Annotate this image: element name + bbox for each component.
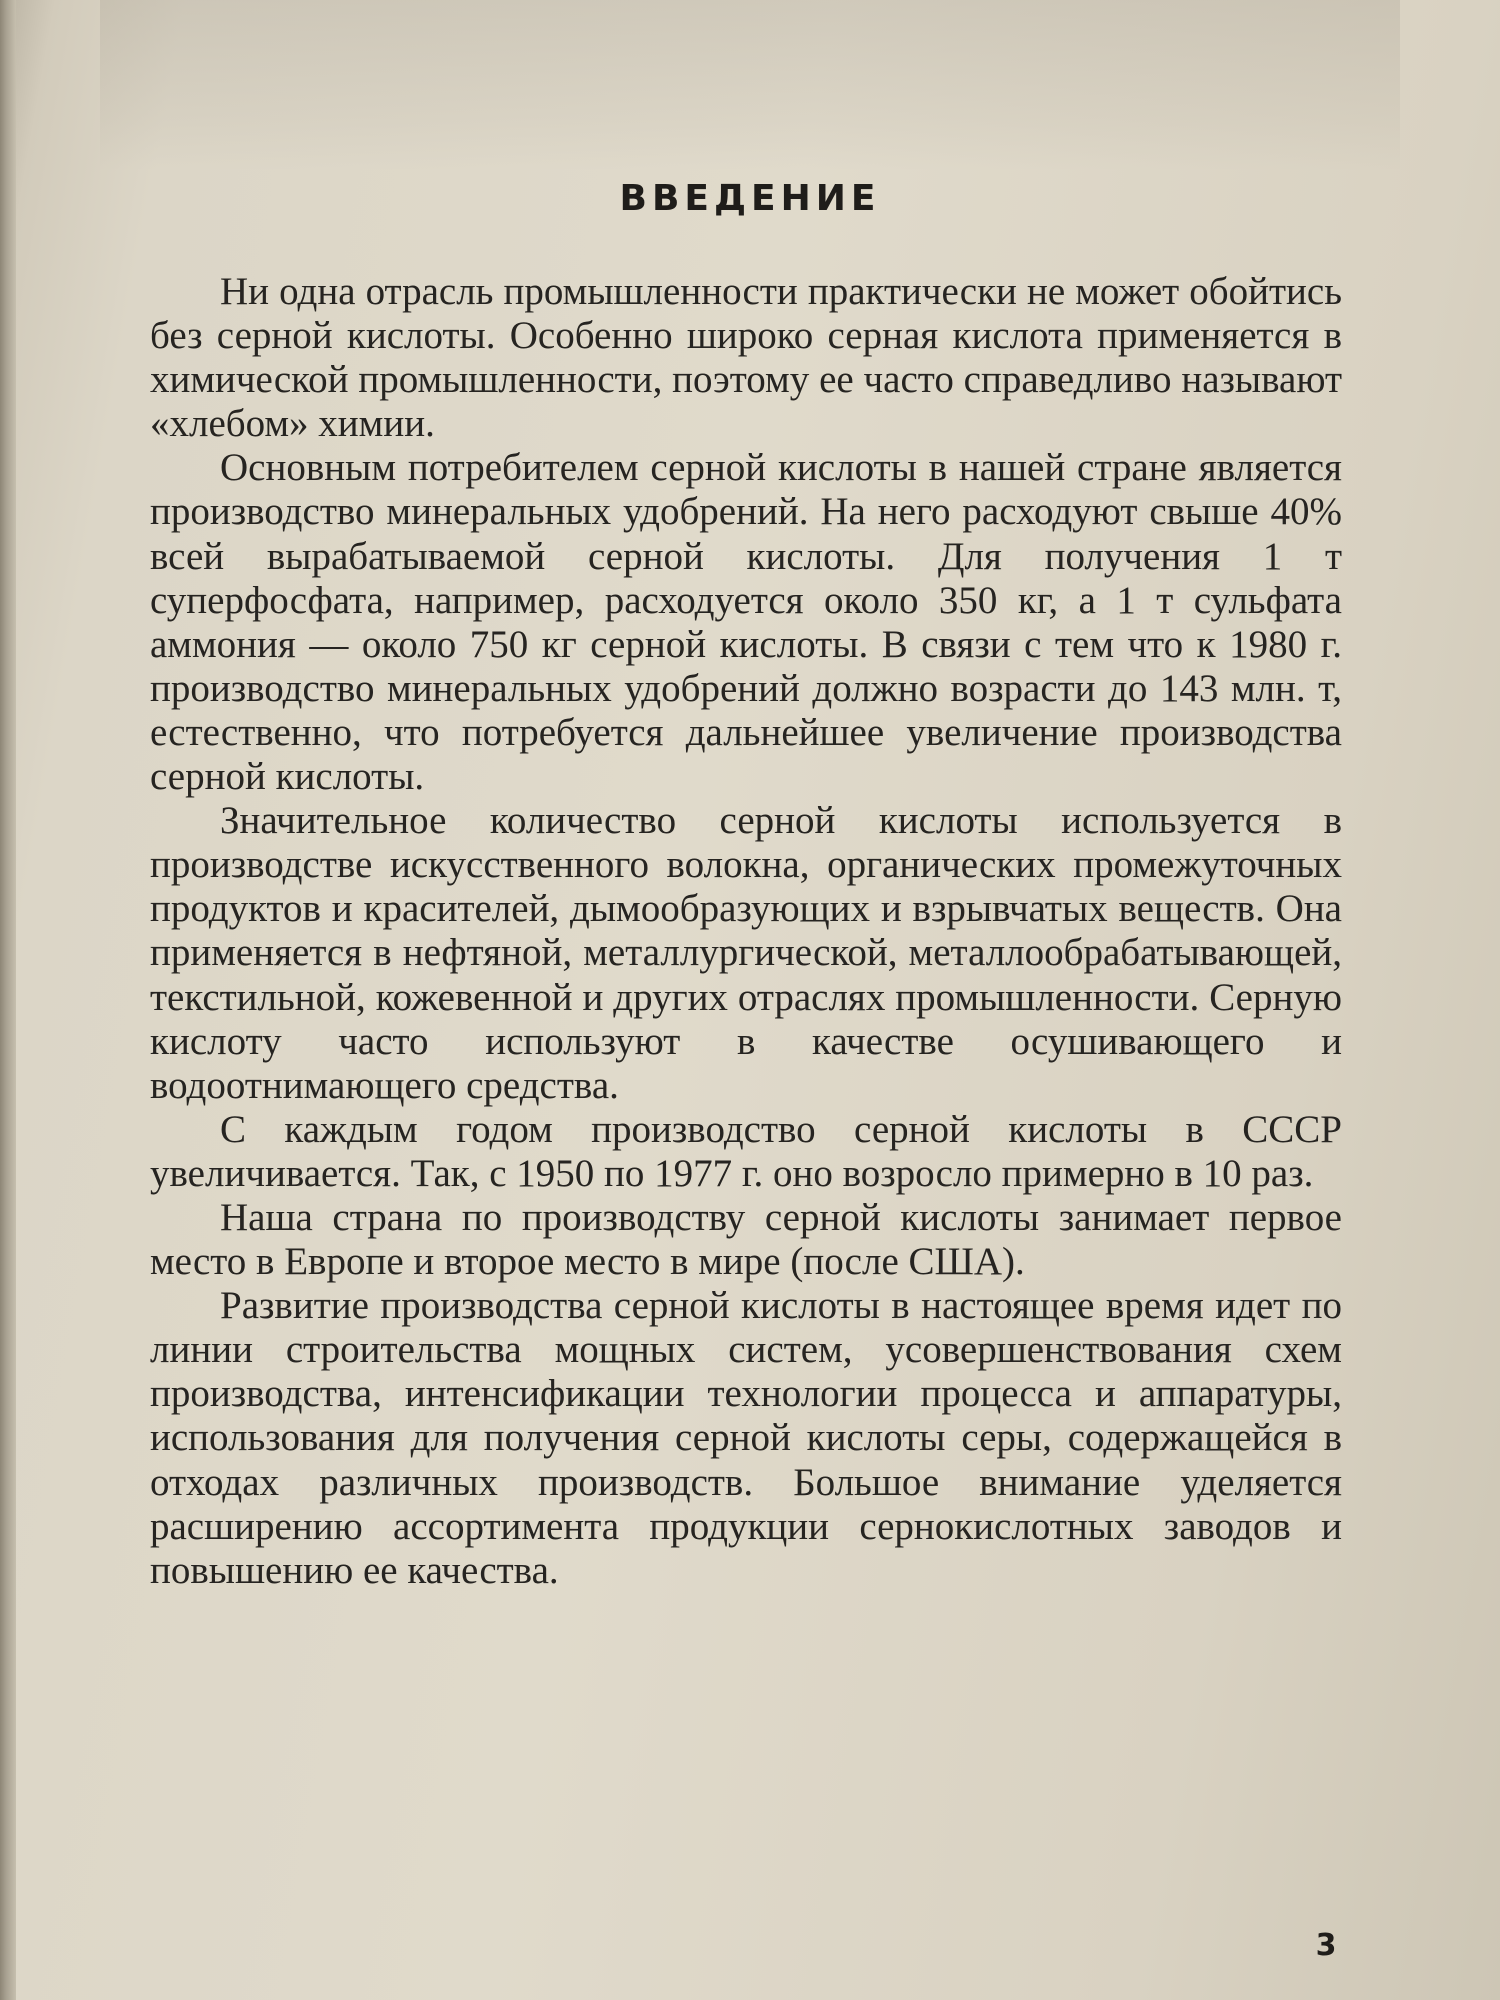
page-bleed-through — [100, 0, 1400, 170]
page-spine-edge — [0, 0, 16, 2000]
paragraph-industries: Значительное количество серной кислоты используется в производстве искусственного волокна, органических промежуточных продуктов и красителей, дымообразующих и взрывчатых веществ. Она применяется в нефтяной, металлургической, металлообрабатывающей, текстильной, кожевенной и других отраслях промышленности. Серную кислоту часто используют в качестве осушивающего и водоотнимающего средства. — [150, 799, 1342, 1107]
paragraph-intro: Ни одна отрасль промышленности практически не может обойтись без серной кислоты. Особенно широко серная кислота применяется в химической промышленности, поэтому ее часто справедливо называют «хлебом» химии. — [150, 270, 1342, 446]
page-number: 3 — [1315, 1928, 1337, 1963]
paragraph-ranking: Наша страна по производству серной кислоты занимает первое место в Европе и второе место в мире (после США). — [150, 1195, 1342, 1284]
body-text — [150, 270, 1342, 1593]
page-heading: ВВЕДЕНИЕ — [619, 178, 881, 219]
paragraph-fertilizers: Основным потребителем серной кислоты в нашей стране является производство минеральных удобрений. На него расходуют свыше 40% всей вырабатываемой серной кислоты. Для получения 1 т суперфосфата, например, расходуется около 350 кг, а 1 т сульфата аммония — около 750 кг серной кислоты. В связи с тем что к 1980 г. производство минеральных удобрений должно возрасти до 143 млн. т, естественно, что потребуется дальнейшее увеличение производства серной кислоты. — [150, 446, 1342, 799]
paragraph-growth: С каждым годом производство серной кислоты в СССР увеличивается. Так, с 1950 по 1977 г. оно возросло примерно в 10 раз. — [150, 1107, 1342, 1195]
paragraph-development: Развитие производства серной кислоты в настоящее время идет по линии строительства мощных систем, усовершенствования схем производства, интенсификации технологии процесса и аппаратуры, использования для получения серной кислоты серы, содержащейся в отходах различных производств. Большое внимание уделяется расширению ассортимента продукции сернокислотных заводов и повышению ее качества. — [150, 1284, 1342, 1592]
